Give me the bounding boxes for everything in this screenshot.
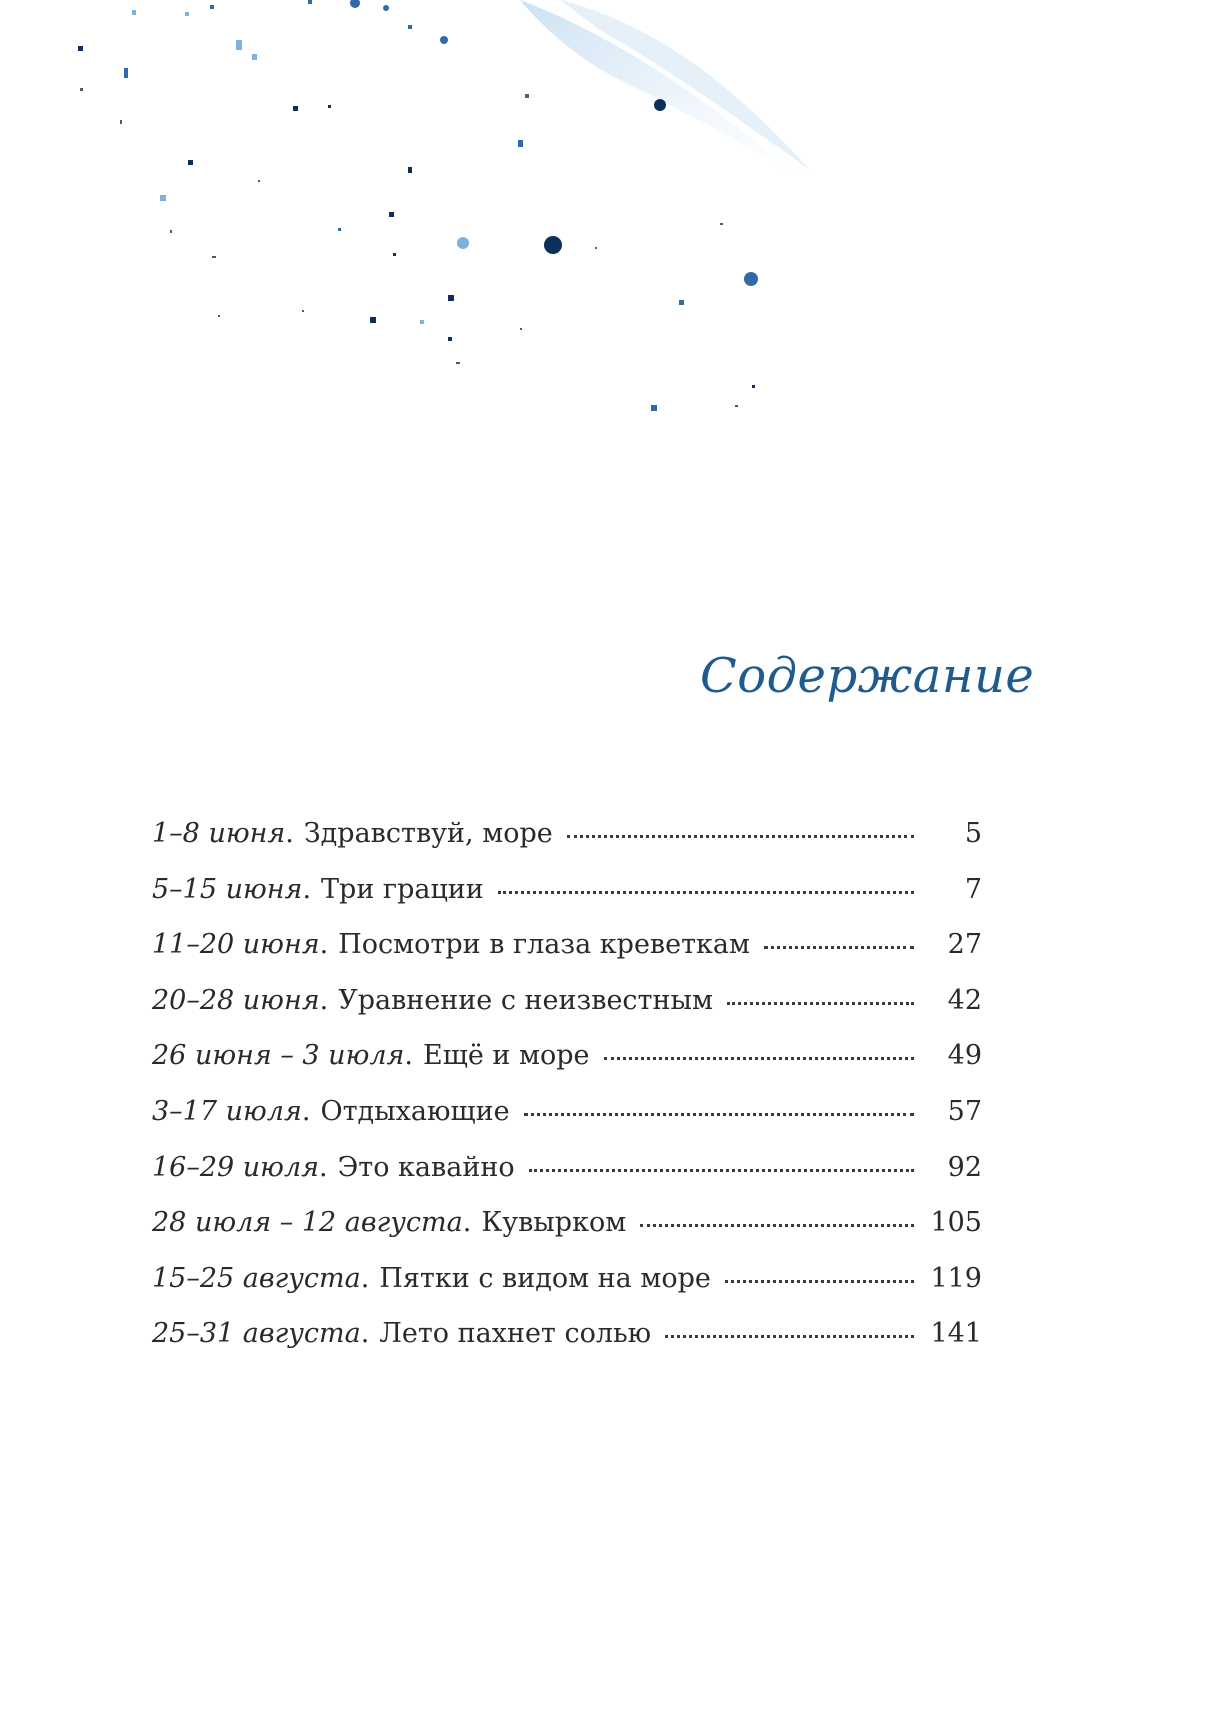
toc-entry-date: 5–15 июня [152,873,303,905]
toc-entry-page: 7 [964,873,982,905]
toc-entry-chapter: Кувырком [481,1207,627,1239]
toc-entry[interactable]: 1–8 июня . Здравствуй, море 5 [152,818,982,849]
toc-dot-leader [640,1224,914,1227]
toc-entry-page: 5 [964,818,982,849]
toc-dot-leader [529,1169,914,1172]
toc-entry-chapter: Три грации [321,873,484,905]
toc-entry-chapter: Это кавайно [337,1151,515,1183]
toc-entry[interactable]: 16–29 июля . Это кавайно 92 [152,1151,982,1183]
toc-entry-chapter: Здравствуй, море [303,818,553,849]
toc-dot-leader [604,1057,915,1060]
toc-entry-page: 42 [947,984,982,1016]
toc-entry-date: 25–31 августа [152,1318,361,1350]
toc-entry-date: 11–20 июня [152,929,320,961]
toc-entry[interactable]: 11–20 июня . Посмотри в глаза креветкам 27 [152,929,982,961]
toc-entry-chapter: Уравнение с неизвестным [338,984,713,1016]
toc-entry-chapter: Посмотри в глаза креветкам [338,929,751,961]
toc-entry-chapter: Отдыхающие [320,1095,510,1127]
toc-entry-page: 57 [947,1095,982,1127]
toc-entry-page: 92 [947,1151,982,1183]
toc-entry-page: 105 [930,1207,982,1239]
toc-dot-leader [567,835,914,838]
toc-title: Содержание [700,648,1035,704]
toc-entry[interactable]: 25–31 августа . Лето пахнет солью 141 [152,1318,982,1350]
toc-entry-date: 3–17 июля [152,1095,302,1127]
toc-entry-date: 15–25 августа [152,1262,361,1294]
toc-entry-page: 27 [947,929,982,961]
toc-entry-date: 26 июня – 3 июля [152,1040,405,1072]
toc-entry[interactable]: 5–15 июня . Три грации 7 [152,873,982,905]
toc-entry-date: 28 июля – 12 августа [152,1207,463,1239]
toc-entry[interactable]: 3–17 июля . Отдыхающие 57 [152,1095,982,1127]
toc-entry[interactable]: 28 июля – 12 августа . Кувырком 105 [152,1207,982,1239]
toc-entry-chapter: Пятки с видом на море [379,1262,711,1294]
toc-entry-date: 16–29 июля [152,1151,320,1183]
toc-dot-leader [725,1280,914,1283]
toc-entry-date: 1–8 июня [152,818,286,849]
toc-entry-date: 20–28 июня [152,984,320,1016]
toc-entry[interactable]: 26 июня – 3 июля . Ещё и море 49 [152,1040,982,1072]
toc-entry-chapter: Лето пахнет солью [379,1318,652,1350]
toc-list [152,818,982,1374]
toc-entry-page: 49 [947,1040,982,1072]
toc-dot-leader [498,891,914,894]
toc-dot-leader [764,946,914,949]
toc-entry-chapter: Ещё и море [423,1040,590,1072]
toc-entry[interactable]: 15–25 августа . Пятки с видом на море 119 [152,1262,982,1294]
toc-entry-page: 119 [930,1262,982,1294]
watercolor-splash-decoration [0,0,900,460]
toc-dot-leader [665,1335,914,1338]
toc-dot-leader [524,1113,914,1116]
toc-dot-leader [727,1002,914,1005]
toc-entry[interactable]: 20–28 июня . Уравнение с неизвестным 42 [152,984,982,1016]
toc-entry-page: 141 [930,1318,982,1350]
